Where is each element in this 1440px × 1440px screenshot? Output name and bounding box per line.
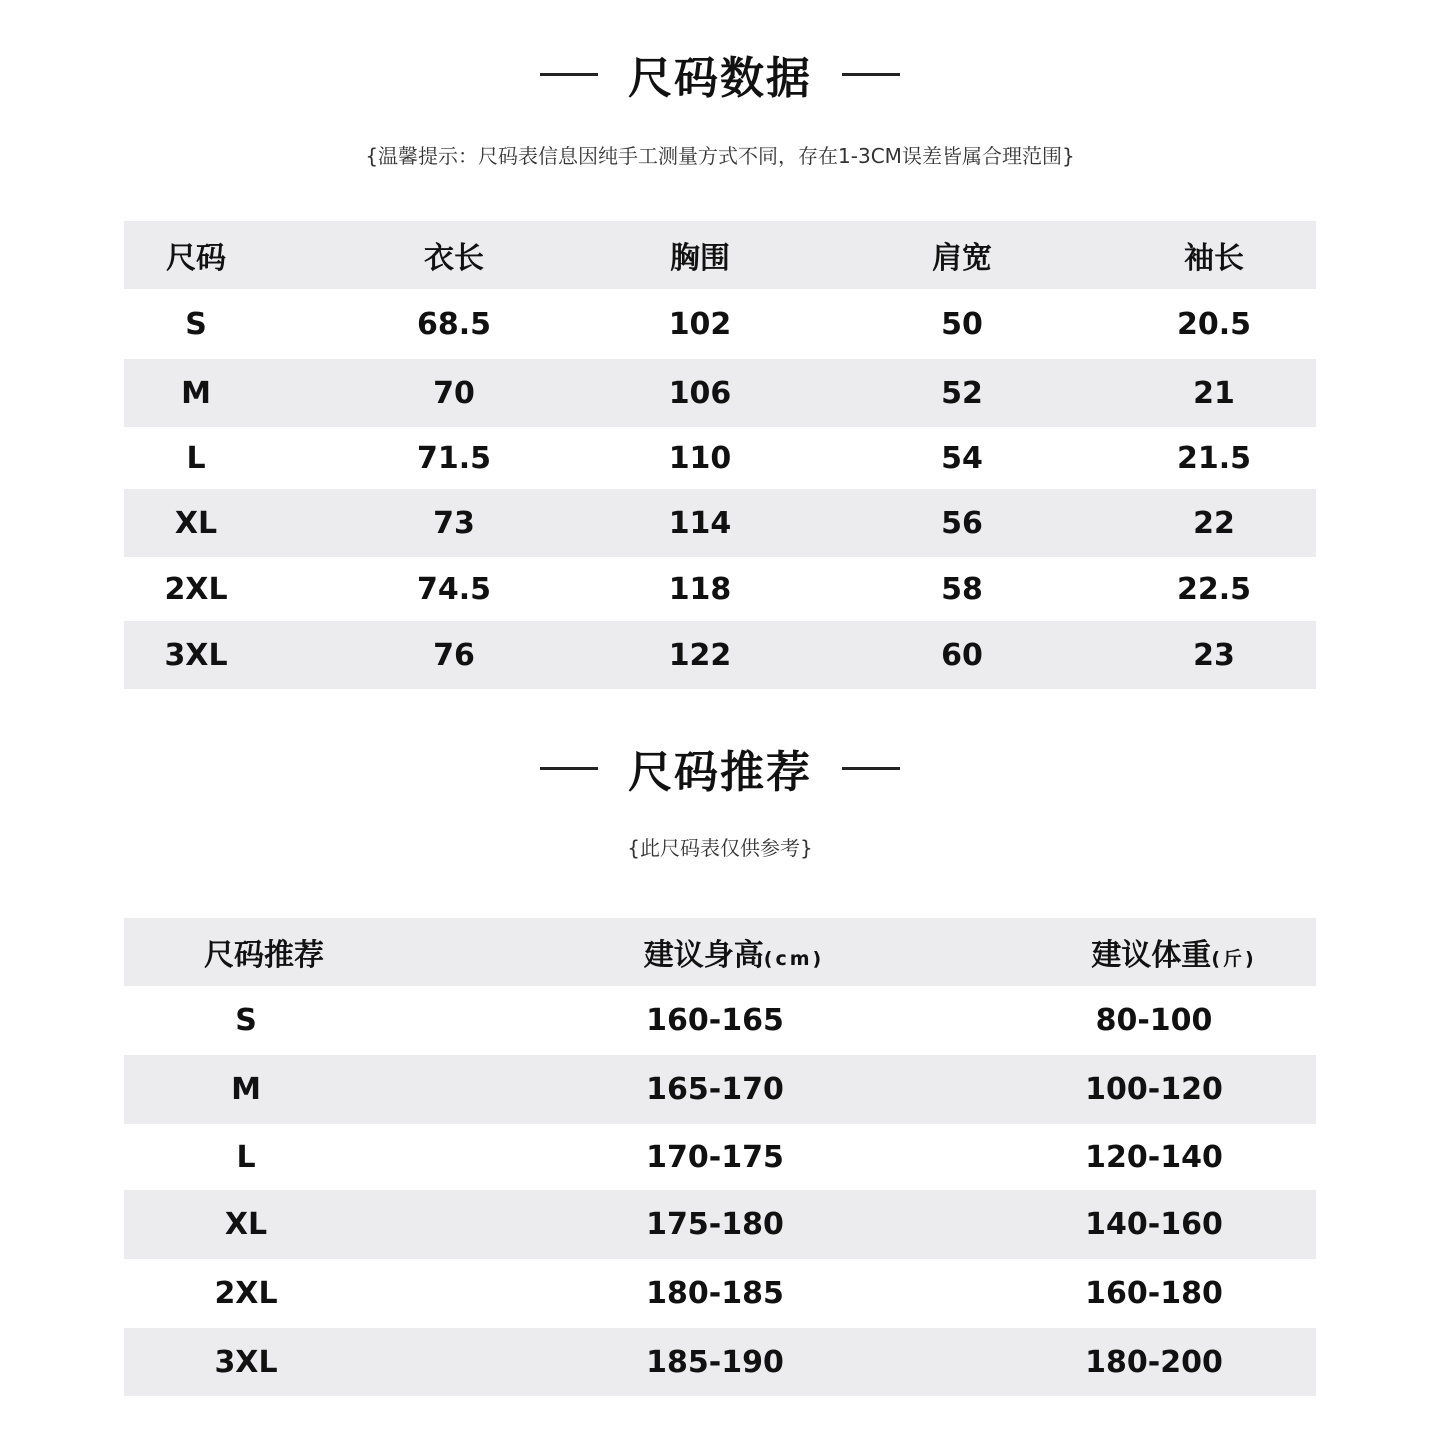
cell-size: 2XL: [214, 1276, 278, 1311]
cell-shoulder: 60: [941, 637, 983, 673]
cell-size: XL: [224, 1207, 268, 1242]
table-header-row: [124, 221, 1316, 289]
cell-chest: 114: [668, 505, 732, 541]
cell-shoulder: 58: [941, 571, 983, 607]
right-dash: [842, 767, 900, 770]
cell-size: 3XL: [164, 637, 228, 673]
cell-length: 68.5: [416, 306, 492, 342]
cell-length: 71.5: [416, 440, 492, 476]
table-row: [124, 1328, 1316, 1396]
cell-sleeve: 21.5: [1176, 440, 1252, 476]
cell-chest: 106: [668, 375, 732, 411]
header-length: 衣长: [424, 241, 484, 276]
cell-size: XL: [174, 505, 218, 541]
table-row: [124, 557, 1316, 621]
header-weight: [1064, 930, 1284, 974]
cell-size: S: [185, 306, 207, 342]
size-data-title: 尺码数据: [628, 53, 812, 104]
cell-height: 165-170: [646, 1072, 784, 1107]
cell-chest: 122: [668, 637, 732, 673]
cell-shoulder: 52: [941, 375, 983, 411]
cell-weight: 120-140: [1085, 1139, 1223, 1175]
cell-chest: 102: [668, 306, 732, 342]
header-size: 尺码: [166, 241, 226, 276]
cell-weight: 100-120: [1085, 1072, 1223, 1107]
header-sleeve: 袖长: [1184, 241, 1244, 276]
cell-length: 74.5: [416, 571, 492, 607]
cell-height: 175-180: [646, 1207, 784, 1242]
cell-size: M: [231, 1072, 261, 1107]
cell-sleeve: 22: [1193, 505, 1235, 541]
cell-shoulder: 54: [941, 440, 983, 476]
header-label: 尺码推荐: [204, 938, 324, 973]
cell-height: 180-185: [646, 1276, 784, 1311]
cell-size: L: [186, 440, 206, 476]
cell-weight: 180-200: [1085, 1344, 1223, 1380]
cell-size: M: [181, 375, 211, 411]
header-chest: 胸围: [670, 241, 730, 276]
cell-shoulder: 50: [941, 306, 983, 342]
cell-sleeve: 22.5: [1176, 571, 1252, 607]
size-data-body: [124, 289, 1316, 689]
header-height: [404, 930, 1064, 974]
table-row: [124, 1124, 1316, 1190]
header-shoulder: 肩宽: [932, 241, 992, 276]
cell-sleeve: 23: [1193, 637, 1235, 673]
header-label: 建议体重: [1091, 938, 1212, 973]
table-row: [124, 1055, 1316, 1124]
left-dash: [540, 767, 598, 770]
cell-length: 73: [433, 505, 475, 541]
size-recommend-heading: [0, 738, 1440, 798]
table-row: [124, 1190, 1316, 1259]
table-row: [124, 621, 1316, 689]
cell-chest: 118: [668, 571, 732, 607]
cell-length: 76: [433, 637, 475, 673]
table-row: [124, 427, 1316, 489]
size-recommend-note: {此尺码表仅供参考}: [627, 836, 813, 860]
cell-shoulder: 56: [941, 505, 983, 541]
header-label: 建议身高: [643, 938, 764, 973]
table-row: [124, 489, 1316, 557]
left-dash: [540, 73, 598, 76]
header-unit: (cm): [763, 948, 825, 970]
size-recommend-table: [124, 918, 1316, 1396]
cell-weight: 140-160: [1085, 1207, 1223, 1242]
size-recommend-body: [124, 986, 1316, 1396]
table-row: [124, 986, 1316, 1055]
cell-sleeve: 20.5: [1176, 306, 1252, 342]
cell-sleeve: 21: [1193, 375, 1235, 411]
table-row: [124, 1259, 1316, 1328]
size-data-note: {温馨提示：尺码表信息因纯手工测量方式不同，存在1-3CM误差皆属合理范围}: [365, 144, 1075, 168]
table-header-row: [124, 918, 1316, 986]
cell-chest: 110: [668, 440, 732, 476]
header-recommend-size: [124, 930, 404, 974]
table-row: [124, 289, 1316, 359]
cell-height: 185-190: [646, 1344, 784, 1380]
right-dash: [842, 73, 900, 76]
size-data-heading: [0, 44, 1440, 104]
cell-size: S: [235, 1003, 257, 1038]
cell-height: 170-175: [646, 1139, 784, 1175]
table-row: [124, 359, 1316, 427]
cell-length: 70: [433, 375, 475, 411]
cell-height: 160-165: [646, 1003, 784, 1038]
size-data-table: [124, 221, 1316, 689]
size-recommend-title: 尺码推荐: [628, 747, 812, 798]
cell-size: L: [236, 1139, 256, 1175]
cell-weight: 160-180: [1085, 1276, 1223, 1311]
header-unit: (斤): [1211, 948, 1257, 970]
cell-weight: 80-100: [1095, 1003, 1213, 1038]
cell-size: 3XL: [214, 1344, 278, 1380]
cell-size: 2XL: [164, 571, 228, 607]
